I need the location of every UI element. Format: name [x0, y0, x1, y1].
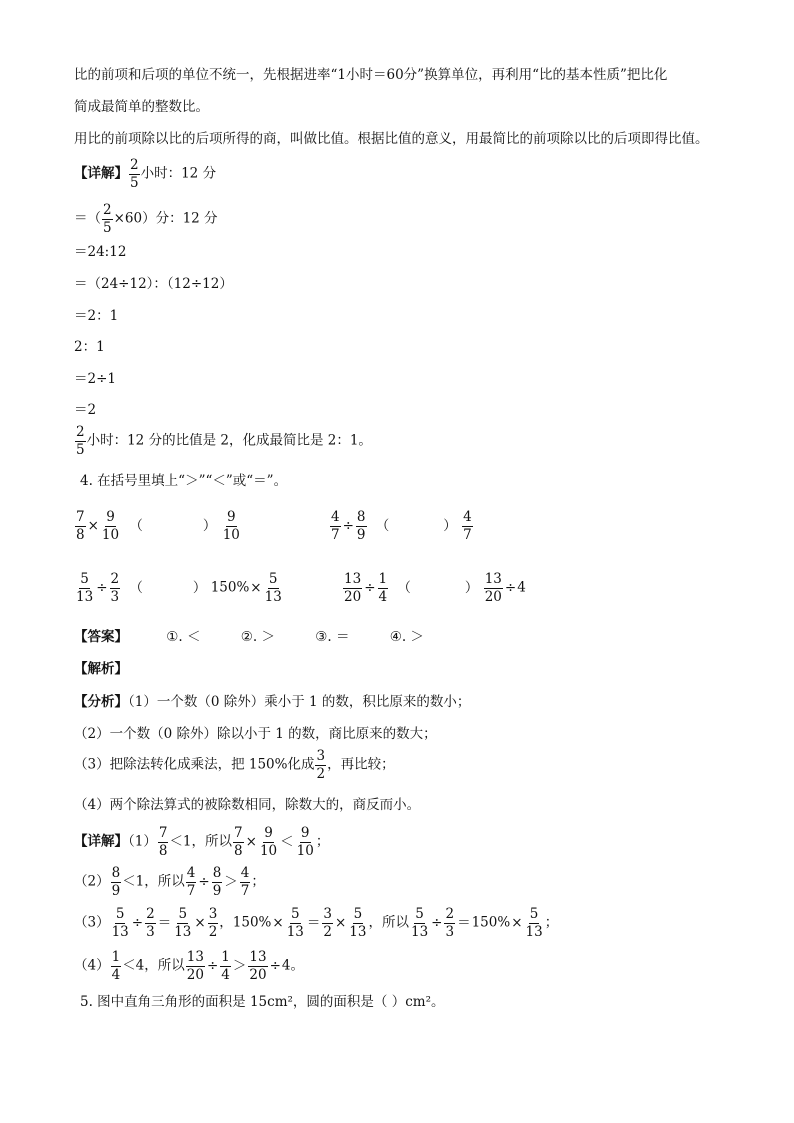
- answer-blank[interactable]: [411, 582, 465, 596]
- fraction: $\frac{2}{5}$: [103, 202, 112, 236]
- detail-line-4: （4） $\frac{1}{4}$ ＜4，所以 $\frac{13}{20}$ ÷ $\frac{1}{4}$ ＞ $\frac{13}{20}$ ÷4。: [74, 949, 304, 983]
- analysis-text-line: 简成最简单的整数比。: [74, 99, 209, 115]
- analysis-line: 【分析】（1）一个数（0 除外）乘小于 1 的数，积比原来的数小；: [74, 694, 471, 710]
- fraction: $\frac{2}{5}$: [130, 157, 139, 191]
- detail-step: ＝（24÷12）：（12÷12）: [74, 276, 233, 292]
- detail-tag: 【详解】: [74, 165, 128, 182]
- question-5-title: 5. 图中直角三角形的面积是 15cm²，圆的面积是（ ）cm²。: [80, 994, 445, 1010]
- detail-step: ＝（ $\frac{2}{5}$ ×60）分：12 分: [74, 202, 218, 236]
- analysis-text-line: 用比的前项除以比的后项所得的商，叫做比值。根据比值的意义，用最简比的前项除以比的后项即得比值。: [74, 131, 709, 147]
- detail-line-2: （2） $\frac{8}{9}$ ＜1，所以 $\frac{4}{7}$ ÷ $\frac{8}{9}$ ＞ $\frac{4}{7}$ ；: [74, 865, 265, 899]
- analysis-text-line: 比的前项和后项的单位不统一，先根据进率“1小时＝60分”换算单位，再利用“比的基本性质”把比化: [74, 67, 668, 83]
- answer-line: [74, 631, 424, 645]
- answer-tag: 【答案】: [74, 629, 128, 645]
- detail-step: 2：1: [74, 339, 105, 355]
- compare-expression-d: $\frac{13}{20}$ ÷ $\frac{1}{4}$ （ ） $\frac{13}{20}$ ÷4: [344, 571, 526, 605]
- answer-item: ①. ＜: [166, 629, 201, 645]
- analysis-line: （4）两个除法算式的被除数相同，除数大的，商反而小。: [74, 797, 421, 813]
- detail-conclusion: $\frac{2}{5}$ 小时：12 分的比值是 2，化成最简比是 2：1。: [76, 424, 372, 458]
- compare-expression-b: $\frac{4}{7}$ ÷ $\frac{8}{9}$ （ ） $\frac{4}{7}$: [331, 509, 472, 543]
- analysis-line: （2）一个数（0 除外）除以小于 1 的数，商比原来的数大；: [74, 726, 437, 742]
- answer-blank[interactable]: [143, 582, 193, 596]
- answer-item: ④. ＞: [389, 629, 424, 645]
- answer-item: ③. ＝: [315, 629, 350, 645]
- jiexi-tag: 【解析】: [74, 661, 128, 677]
- analysis-line: （3）把除法转化成乘法，把 150%化成 $\frac{3}{2}$ ，再比较；: [74, 748, 395, 782]
- detail-line-1: 【详解】（1） $\frac{7}{8}$ ＜1，所以 $\frac{7}{8}$ × $\frac{9}{10}$ ＜ $\frac{9}{10}$ ；: [74, 825, 330, 859]
- detail-step: ＝24:12: [74, 244, 127, 260]
- detail-first-line: 【详解】 $\frac{2}{5}$ 小时：12 分: [74, 157, 217, 191]
- answer-blank[interactable]: [389, 520, 443, 534]
- detail-step: ＝2：1: [74, 308, 119, 324]
- detail-line-3: （3） $\frac{5}{13}$ ÷ $\frac{2}{3}$ ＝ $\frac{5}{13}$ × $\frac{3}{2}$ ，150%× $\frac{5}{13}$ ＝ $\frac{3}{2}$ × $\frac{5}{13}$ ，所以 $\frac{5}{13}$ ÷ $\frac{2}{3}$ ＝150%× $\frac{5}{13}$ ；: [74, 906, 559, 940]
- question-title: 4. 在括号里填上“＞”“＜”或“＝”。: [80, 473, 288, 489]
- detail-step: ＝2: [74, 402, 97, 418]
- answer-blank[interactable]: [143, 520, 203, 534]
- detail-step: ＝2÷1: [74, 371, 116, 387]
- compare-expression-a: $\frac{7}{8}$ × $\frac{9}{10}$ （ ） $\frac{9}{10}$: [76, 509, 240, 543]
- answer-item: ②. ＞: [240, 629, 275, 645]
- fraction: $\frac{2}{5}$: [76, 424, 85, 458]
- compare-expression-c: $\frac{5}{13}$ ÷ $\frac{2}{3}$ （ ） 150%× $\frac{5}{13}$: [76, 571, 282, 605]
